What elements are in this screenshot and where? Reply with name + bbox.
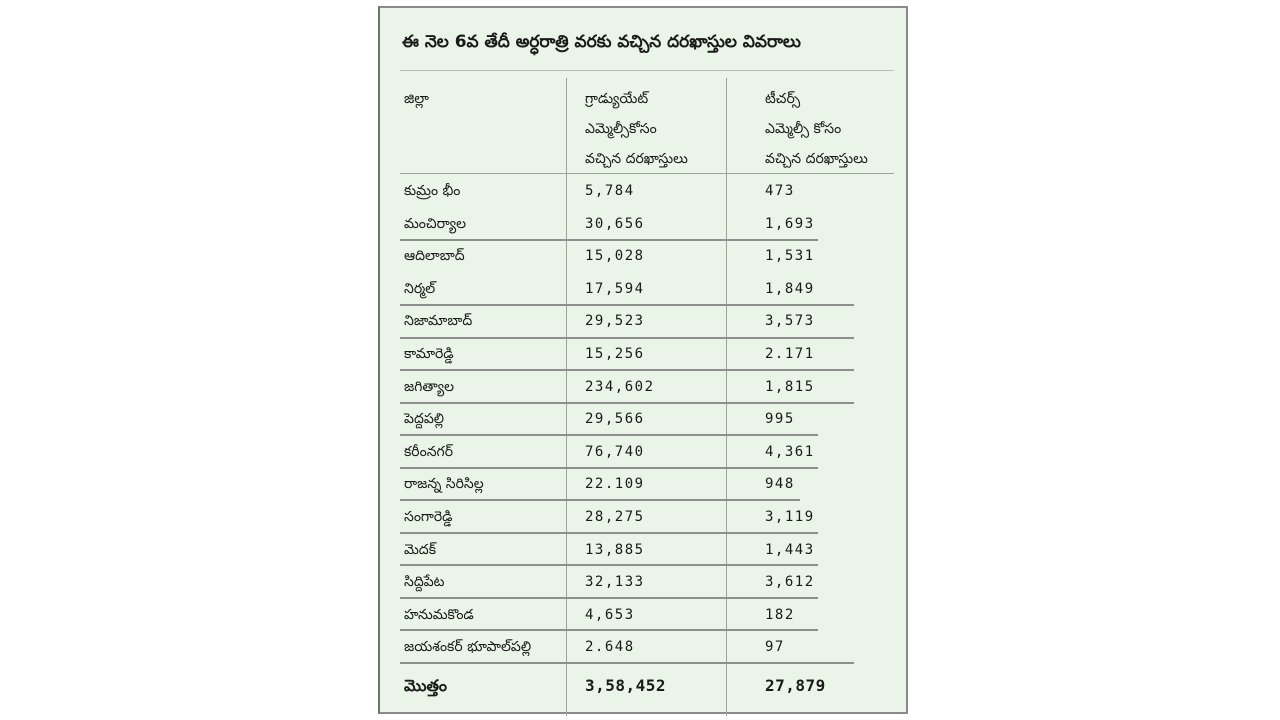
table-row — [380, 208, 910, 241]
table-row — [380, 175, 910, 208]
total-row — [380, 670, 910, 704]
header-teachers-line1: టీచర్స్ — [765, 91, 801, 107]
graduate-count-cell: 5,784 — [585, 183, 635, 199]
graduate-count-cell: 29,566 — [585, 411, 645, 428]
header-divider — [400, 173, 894, 174]
graduate-count-cell: 17,594 — [585, 280, 645, 297]
header-teachers-line2: ఎమ్మెల్సీ కోసం — [765, 121, 842, 137]
teachers-count-cell: 3,612 — [765, 574, 815, 591]
teachers-count-cell: 2.171 — [765, 346, 815, 362]
total-label: మొత్తం — [404, 676, 448, 695]
header-graduate-line3: వచ్చిన దరఖాస్తులు — [585, 151, 688, 167]
district-cell: హనుమకొండ — [404, 606, 474, 623]
teachers-count-cell: 1,443 — [765, 541, 815, 558]
teachers-count-cell: 1,531 — [765, 248, 815, 265]
total-graduate: 3,58,452 — [585, 676, 667, 695]
district-cell: మంచిర్యాల — [404, 215, 467, 232]
district-cell: ఆదిలాబాద్ — [404, 248, 465, 265]
district-cell: నిర్మల్ — [404, 280, 436, 297]
total-teachers: 27,879 — [765, 676, 826, 695]
teachers-count-cell: 97 — [765, 639, 785, 656]
header-district: జిల్లా — [404, 91, 429, 107]
graduate-count-cell: 15,256 — [585, 346, 645, 362]
total-separator — [400, 662, 854, 664]
header-teachers — [765, 84, 868, 174]
table-row — [380, 501, 910, 534]
district-cell: కామారెడ్డి — [404, 346, 454, 362]
teachers-count-cell: 3,119 — [765, 509, 815, 525]
graduate-count-cell: 76,740 — [585, 443, 645, 460]
teachers-count-cell: 1,849 — [765, 280, 815, 297]
header-teachers-line3: వచ్చిన దరఖాస్తులు — [765, 151, 868, 167]
table-row — [380, 631, 910, 664]
district-cell: నిజామాబాద్ — [404, 313, 473, 330]
title-divider — [400, 70, 894, 71]
teachers-count-cell: 1,815 — [765, 378, 815, 395]
header-graduate-line1: గ్రాడ్యుయేట్ — [585, 91, 649, 107]
district-cell: మెదక్ — [404, 541, 437, 558]
graduate-count-cell: 30,656 — [585, 215, 645, 232]
graduate-count-cell: 234,602 — [585, 378, 655, 395]
graduate-count-cell: 22.109 — [585, 476, 645, 493]
graduate-count-cell: 2.648 — [585, 639, 635, 656]
header-graduate — [585, 84, 688, 174]
table-row — [380, 468, 910, 501]
district-cell: కరీంనగర్ — [404, 443, 453, 460]
table-row — [380, 305, 910, 338]
graduate-count-cell: 28,275 — [585, 509, 645, 525]
district-cell: సిద్దిపేట — [404, 574, 445, 591]
table-row — [380, 338, 910, 371]
applications-table-card — [378, 6, 908, 714]
table-row — [380, 240, 910, 273]
graduate-count-cell: 29,523 — [585, 313, 645, 330]
graduate-count-cell: 15,028 — [585, 248, 645, 265]
table-title: ఈ నెల 6వ తేదీ అర్ధరాత్రి వరకు వచ్చిన దరఖాస్తుల వివరాలు — [402, 32, 801, 52]
district-cell: జయశంకర్ భూపాల్‌పల్లి — [404, 639, 532, 656]
graduate-count-cell: 32,133 — [585, 574, 645, 591]
table-row — [380, 436, 910, 469]
teachers-count-cell: 948 — [765, 476, 795, 493]
table-row — [380, 534, 910, 567]
teachers-count-cell: 473 — [765, 183, 795, 199]
district-cell: సంగారెడ్డి — [404, 509, 453, 525]
teachers-count-cell: 995 — [765, 411, 795, 428]
district-cell: జగిత్యాల — [404, 378, 455, 395]
district-cell: పెద్దపల్లి — [404, 411, 445, 428]
table-row — [380, 566, 910, 599]
teachers-count-cell: 182 — [765, 606, 795, 623]
header-graduate-line2: ఎమ్మెల్సీకోసం — [585, 121, 657, 137]
district-cell: రాజన్న సిరిసిల్ల — [404, 476, 484, 493]
graduate-count-cell: 4,653 — [585, 606, 635, 623]
district-cell: కుమ్రం భీం — [404, 183, 461, 199]
teachers-count-cell: 1,693 — [765, 215, 815, 232]
table-row — [380, 371, 910, 404]
table-row — [380, 273, 910, 306]
table-row — [380, 403, 910, 436]
graduate-count-cell: 13,885 — [585, 541, 645, 558]
teachers-count-cell: 4,361 — [765, 443, 815, 460]
table-row — [380, 599, 910, 632]
teachers-count-cell: 3,573 — [765, 313, 815, 330]
